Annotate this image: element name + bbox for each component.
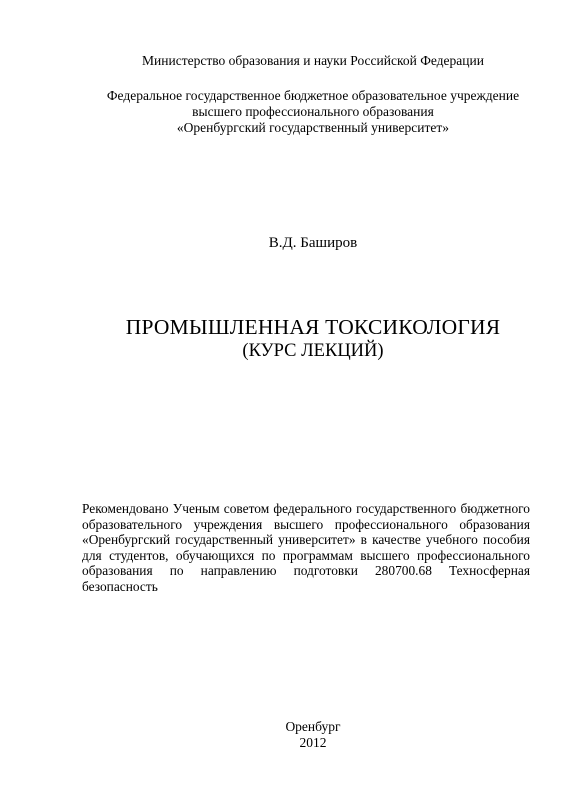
author-name: В.Д. Баширов [268,235,358,251]
book-title: ПРОМЫШЛЕННАЯ ТОКСИКОЛОГИЯ [125,315,501,339]
institution-line-2: высшего профессионального образования [192,104,434,119]
publication-city: Оренбург [285,719,341,734]
book-subtitle: (КУРС ЛЕКЦИЙ) [242,341,384,361]
ministry-name: Министерство образования и науки Российской Федерации [142,53,484,68]
recommendation-text: Рекомендовано Ученым советом федерального государственного бюджетного образовательного учреждения высшего профессионального образования «Оренбургский государственный университет» в качестве учебного пособия для студентов, обучающихся по программам высшего профессионального образования по направлению подготовки 280700.68 Техносферная безопасность [82,501,530,594]
institution-line-3: «Оренбургский государственный университет» [176,120,450,135]
institution-line-1: Федеральное государственное бюджетное образовательное учреждение [106,88,520,103]
publication-year: 2012 [299,735,327,750]
